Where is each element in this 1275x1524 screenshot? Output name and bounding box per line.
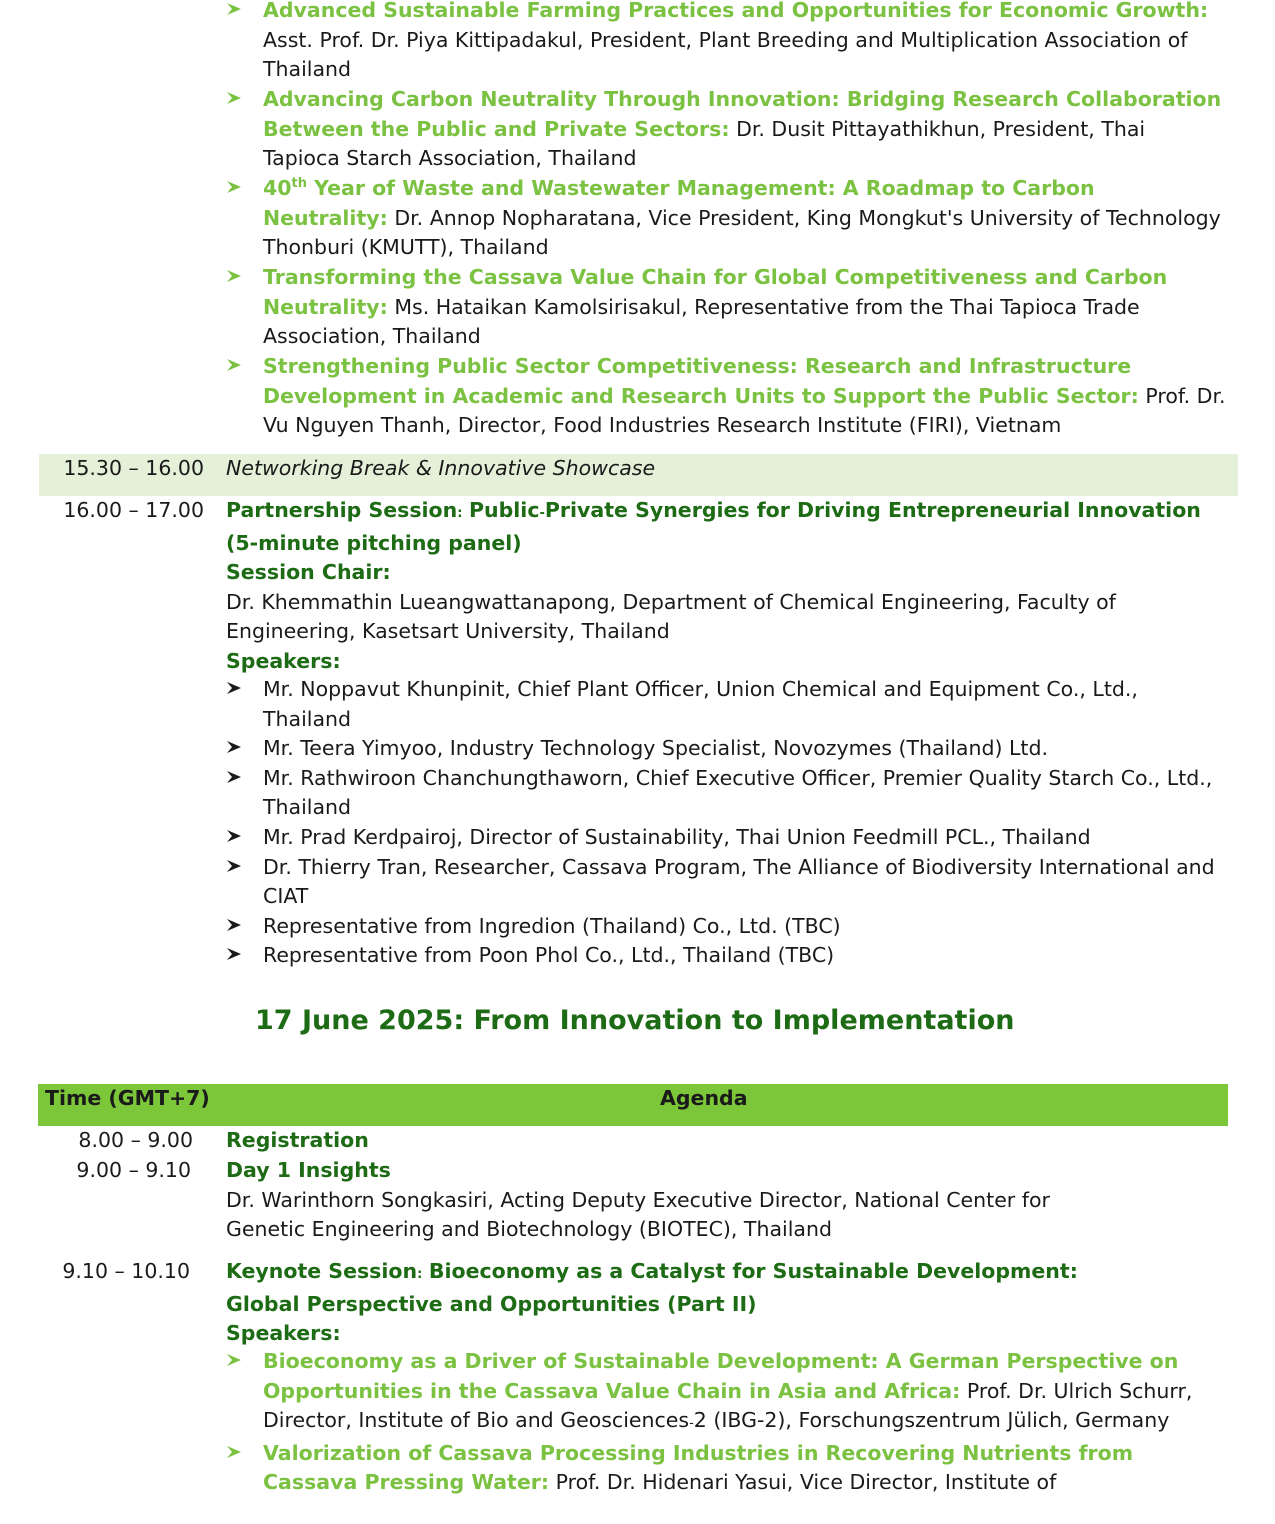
list-item [226,823,1226,853]
talk-speaker: Asst. Prof. Dr. Piya Kittipadakul, President, Plant Breeding and Multiplication Association of Thailand [263,27,1188,82]
talk-title: Strengthening Public Sector Competitiveness: Research and Infrastructure Development in Academic and Research Units to Support the Public Sector: [263,354,1139,408]
talk-speaker-part-b: 2 (IBG-2), Forschungszentrum Jülich, Germany [693,1408,1170,1433]
insights-time: 9.00 – 9.10 [76,1158,191,1182]
list-item [226,912,1226,942]
talk-title-superscript: th [291,176,308,192]
partnership-time: 16.00 – 17.00 [63,498,204,522]
talk-title: Advancing Carbon Neutrality Through Innovation: Bridging Research Collaboration Between the Public and Private Sectors: [263,87,1222,141]
speaker-text: Representative from Ingredion (Thailand) Co., Ltd. (TBC) [263,913,841,938]
session-label: Partnership Session [226,498,458,522]
arrowhead-bullet-icon [226,1347,250,1367]
list-item [226,675,1226,734]
insights-label: Day 1 Insights [226,1158,391,1182]
speakers-label: Speakers: [226,648,341,673]
speaker-text: Dr. Thierry Tran, Researcher, Cassava Program, The Alliance of Biodiversity International and CIAT [263,854,1215,909]
session-chair-label: Session Chair: [226,560,391,585]
arrowhead-bullet-icon [226,853,250,873]
day-title: 17 June 2025: From Innovation to Implementation [255,1005,1015,1036]
speaker-text: Mr. Noppavut Khunpinit, Chief Plant Officer, Union Chemical and Equipment Co., Ltd., Thailand [263,677,1138,731]
keynote-talk-list [226,1347,1226,1498]
list-item [226,85,1226,174]
speaker-text: Representative from Poon Phol Co., Ltd., Thailand (TBC) [263,943,835,968]
talk-speaker: Dr. Annop Nopharatana, Vice President, King Mongkut's University of Technology Thonburi (KMUTT), Thailand [263,205,1221,260]
break-label-text: Networking Break & Innovative Showcase [226,456,656,480]
arrowhead-bullet-icon [226,85,250,105]
list-item [226,734,1226,764]
session-title-part-a: Public [468,498,540,522]
top-talk-list [226,0,1226,441]
list-item [226,1347,1226,1439]
talk-title: Valorization of Cassava Processing Industries in Recovering Nutrients from Cassava Pressing Water: [263,1440,1134,1495]
talk-speaker: Dr. Dusit Pittayathikhun, President, Thai Tapioca Starch Association, Thailand [263,116,1146,171]
talk-title-number: 40 [263,176,292,200]
break-time: 15.30 – 16.00 [63,456,204,480]
arrowhead-bullet-icon [226,764,250,784]
insights-block [226,1156,1126,1245]
arrowhead-bullet-icon [226,352,250,372]
keynote-title [226,1257,1226,1290]
list-item [226,1439,1226,1498]
list-item [226,263,1226,352]
talk-speaker-dash: - [689,1416,694,1432]
speaker-text: Mr. Prad Kerdpairoj, Director of Sustainability, Thai Union Feedmill PCL., Thailand [263,824,1091,849]
arrowhead-bullet-icon [226,1439,250,1459]
break-label [226,454,655,484]
arrowhead-bullet-icon [226,912,250,932]
session-chair: Dr. Khemmathin Lueangwattanapong, Department of Chemical Engineering, Faculty of Engineering, Kasetsart University, Thailand [226,589,1116,644]
keynote-label: Keynote Session [226,1259,418,1283]
session-subtitle: (5-minute pitching panel) [226,530,522,555]
session-title-dash: - [539,506,545,521]
talk-title: Transforming the Cassava Value Chain for Global Competitiveness and Carbon Neutrality: [263,265,1168,319]
arrowhead-bullet-icon [226,174,250,194]
list-item [226,764,1226,823]
keynote-separator: : [417,1267,423,1282]
arrowhead-bullet-icon [226,941,250,961]
header-time: Time (GMT+7) [45,1086,210,1110]
list-item [226,174,1226,263]
keynote-session [226,1257,1226,1349]
registration-label: Registration [226,1128,369,1152]
session-title [226,496,1226,529]
talk-speaker: Ms. Hataikan Kamolsirisakul, Representative from the Thai Tapioca Trade Association, Thailand [263,294,1140,349]
agenda-table-header [38,1084,1228,1126]
header-agenda: Agenda [660,1086,748,1110]
keynote-time: 9.10 – 10.10 [62,1259,190,1283]
list-item [226,0,1226,85]
arrowhead-bullet-icon [226,0,250,16]
partnership-speaker-list [226,675,1226,971]
speaker-text: Mr. Rathwiroon Chanchungthaworn, Chief Executive Officer, Premier Quality Starch Co., Ltd., Thailand [263,765,1213,820]
talk-title: Year of Waste and Wastewater Management: A Roadmap to Carbon Neutrality: [263,176,1095,230]
list-item [226,352,1226,441]
registration-time: 8.00 – 9.00 [78,1128,193,1152]
talk-title: Bioeconomy as a Driver of Sustainable Development: A German Perspective on Opportunities in the Cassava Value Chain in Asia and Africa: [263,1349,1179,1403]
arrowhead-bullet-icon [226,263,250,283]
talk-speaker-part-a: Prof. Dr. Ulrich Schurr, Director, Institute of Bio and Geosciences [263,1378,1193,1433]
list-item [226,941,1226,971]
partnership-session [226,496,1226,677]
arrowhead-bullet-icon [226,734,250,754]
talk-speaker: Prof. Dr. Hidenari Yasui, Vice Director, Institute of [555,1470,1057,1495]
keynote-subtitle: Global Perspective and Opportunities (Part II) [226,1291,757,1316]
speaker-text: Mr. Teera Yimyoo, Industry Technology Specialist, Novozymes (Thailand) Ltd. [263,736,1048,761]
arrowhead-bullet-icon [226,823,250,843]
session-title-part-b: Private Synergies for Driving Entrepreneurial Innovation [544,498,1201,522]
keynote-title-text: Bioeconomy as a Catalyst for Sustainable Development: [428,1259,1078,1283]
insights-speaker: Dr. Warinthorn Songkasiri, Acting Deputy Executive Director, National Center for Genetic Engineering and Biotechnology (BIOTEC), Thailand [226,1187,1050,1242]
list-item [226,853,1226,912]
talk-speaker: Prof. Dr. Vu Nguyen Thanh, Director, Food Industries Research Institute (FIRI), Vietnam [263,383,1226,438]
talk-title: Advanced Sustainable Farming Practices and Opportunities for Economic Growth: [263,0,1209,22]
session-separator: : [457,506,463,521]
arrowhead-bullet-icon [226,675,250,695]
keynote-speakers-label: Speakers: [226,1321,341,1346]
